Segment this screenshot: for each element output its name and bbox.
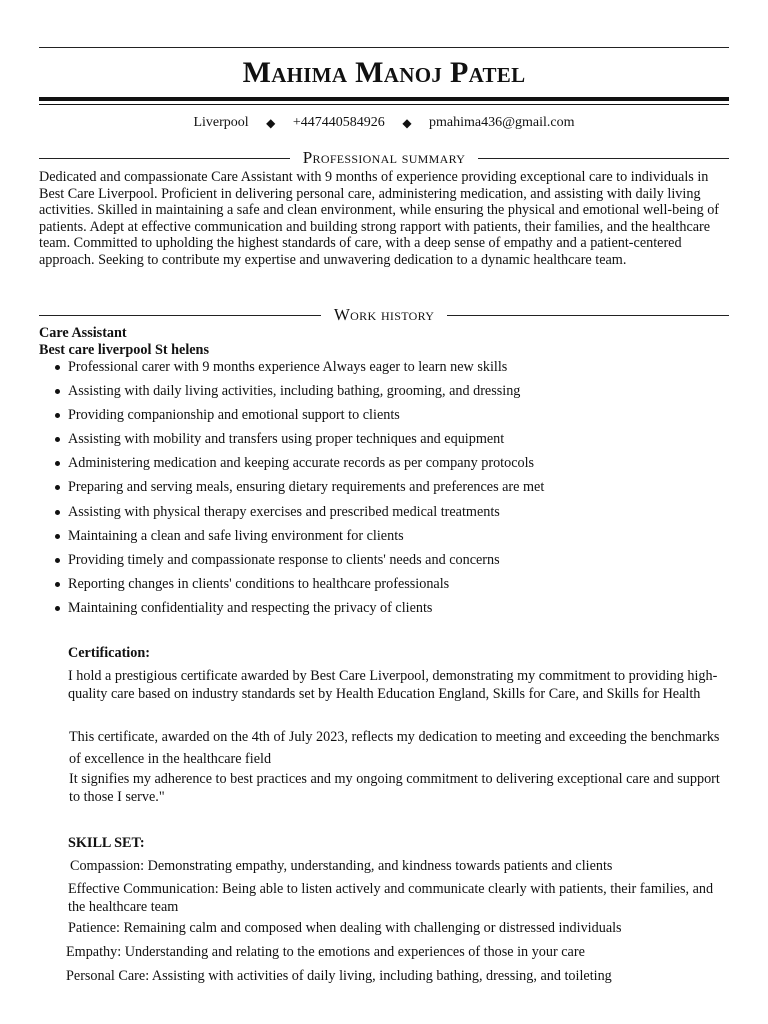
heading-rule-right (478, 158, 729, 159)
job-title: Care Assistant (39, 325, 127, 341)
summary-text: Dedicated and compassionate Care Assistant with 9 months of experience providing exceptional care to individuals in Best Care Liverpool. Proficient in delivering personal care, administering medication, and assisting with daily living activities. Skilled in maintaining a safe and clean environment, while ensuring the physical and emotional well-being of patients. Adept at effective communication and building strong rapport with patients, their families, and the healthcare team. Committed to upholding the highest standards of care, with a deep sense of empathy and a patient-centered approach. Seeking to contribute my expertise and unwavering dedication to a dynamic healthcare team. (39, 169, 720, 268)
bullet-icon (55, 413, 60, 418)
list-item: Reporting changes in clients' conditions to healthcare professionals (39, 576, 729, 600)
certification-heading: Certification: (68, 645, 150, 661)
contact-line (0, 113, 768, 132)
summary-title: Professional summary (302, 148, 466, 167)
candidate-name: Mahima Manoj Patel (242, 56, 526, 89)
list-item: Assisting with mobility and transfers using proper techniques and equipment (39, 431, 729, 455)
diamond-separator-icon: ◆ (402, 116, 412, 130)
bullet-icon (55, 534, 60, 539)
bullet-icon (55, 389, 60, 394)
certification-paragraph: It signifies my adherence to best practices and my ongoing commitment to delivering exceptional care and support to those I serve." (69, 771, 720, 805)
duties-list (39, 359, 729, 624)
skill-item: Patience: Remaining calm and composed when dealing with challenging or distressed individuals (68, 920, 622, 936)
bullet-icon (55, 485, 60, 490)
contact-location: Liverpool (193, 115, 249, 130)
bullet-icon (55, 558, 60, 563)
skill-item: Compassion: Demonstrating empathy, understanding, and kindness towards patients and clients (70, 858, 613, 874)
top-divider (39, 47, 729, 48)
work-title: Work history (333, 305, 435, 324)
work-section-heading (39, 305, 729, 325)
diamond-separator-icon: ◆ (266, 116, 276, 130)
list-item: Administering medication and keeping accurate records as per company protocols (39, 455, 729, 479)
list-item: Assisting with daily living activities, including bathing, grooming, and dressing (39, 383, 729, 407)
list-item: Providing companionship and emotional support to clients (39, 407, 729, 431)
skill-item: Effective Communication: Being able to listen actively and communicate clearly with patients, their families, and the healthcare team (68, 881, 714, 915)
heading-rule-left (39, 315, 321, 316)
list-item: Maintaining a clean and safe living environment for clients (39, 528, 729, 552)
list-item: Providing timely and compassionate response to clients' needs and concerns (39, 552, 729, 576)
skill-item: Personal Care: Assisting with activities of daily living, including bathing, dressing, and toileting (66, 968, 612, 984)
employer-name: Best care liverpool St helens (39, 342, 209, 358)
bullet-icon (55, 582, 60, 587)
bullet-icon (55, 437, 60, 442)
skill-item: Empathy: Understanding and relating to the emotions and experiences of those in your care (66, 944, 585, 960)
bullet-icon (55, 365, 60, 370)
name-underline-thin (39, 104, 729, 105)
certification-paragraph: This certificate, awarded on the 4th of July 2023, reflects my dedication to meeting and exceeding the benchmarks of excellence in the healthcare field (69, 729, 720, 767)
summary-section-heading (39, 148, 729, 168)
list-item: Assisting with physical therapy exercises and prescribed medical treatments (39, 504, 729, 528)
skills-heading: SKILL SET: (68, 835, 145, 851)
heading-rule-right (447, 315, 729, 316)
certification-paragraph: I hold a prestigious certificate awarded by Best Care Liverpool, demonstrating my commitment to providing high-quality care based on industry standards set by Health Education England, Skills for Care, and Skills for Health (68, 668, 718, 702)
contact-email[interactable]: pmahima436@gmail.com (429, 115, 575, 130)
list-item: Professional carer with 9 months experience Always eager to learn new skills (39, 359, 729, 383)
bullet-icon (55, 510, 60, 515)
contact-phone: +447440584926 (292, 115, 385, 130)
bullet-icon (55, 461, 60, 466)
list-item: Maintaining confidentiality and respecting the privacy of clients (39, 600, 729, 624)
bullet-icon (55, 606, 60, 611)
name-underline-thick (39, 97, 729, 101)
list-item: Preparing and serving meals, ensuring dietary requirements and preferences are met (39, 479, 729, 503)
heading-rule-left (39, 158, 290, 159)
